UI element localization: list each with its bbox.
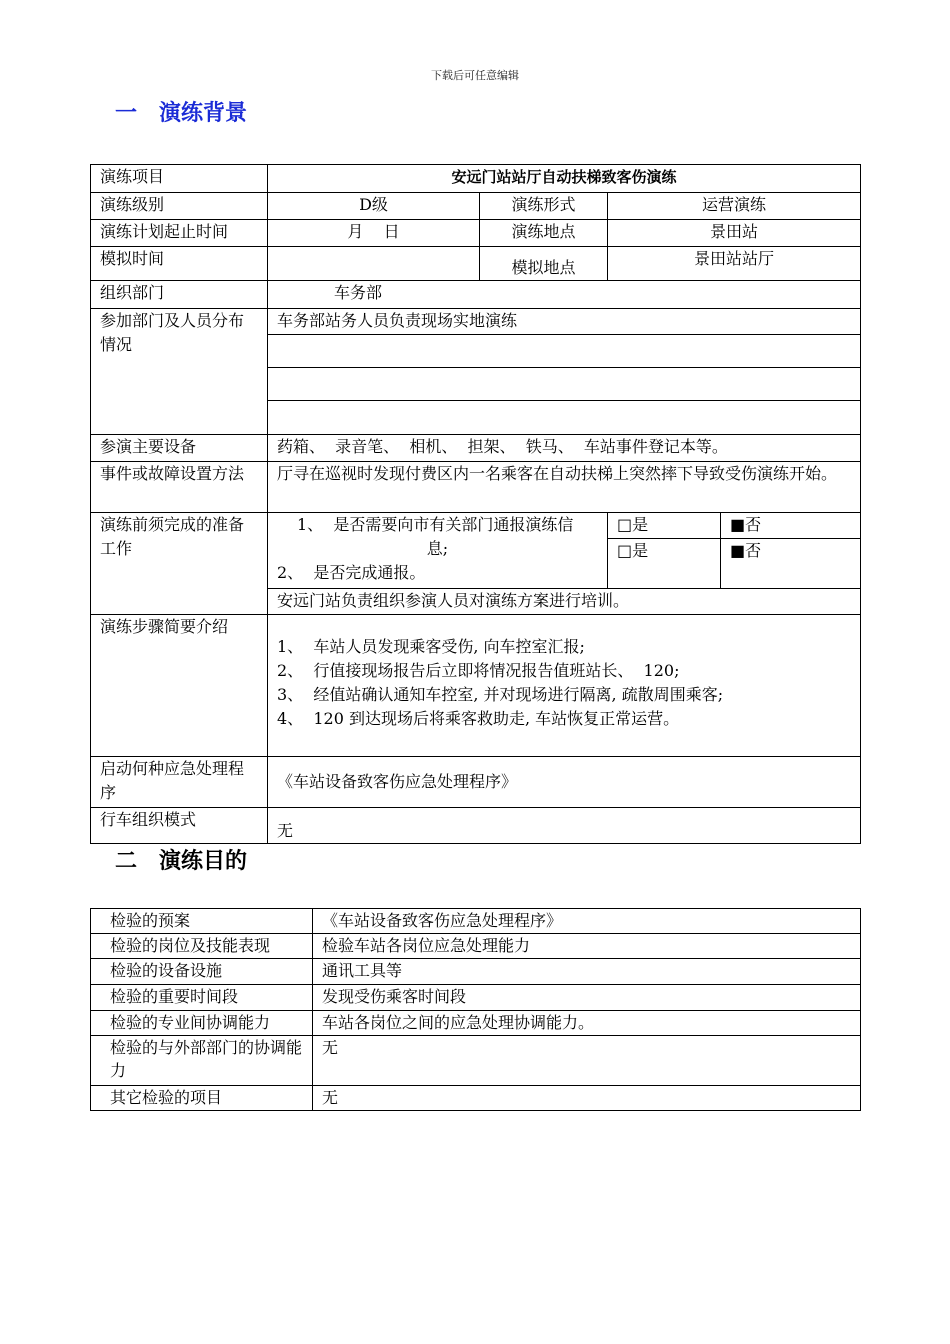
participants-label: 参加部门及人员分布情况 xyxy=(91,309,268,435)
section-title-text: 演练目的 xyxy=(159,849,248,874)
prep-item-1-line-2: 息; xyxy=(426,539,449,558)
prep-item-2: 2、 是否完成通报。 xyxy=(277,563,426,582)
step-item: 3、 经值站确认通知车控室, 并对现场进行隔离, 疏散周围乘客; xyxy=(277,685,724,704)
prep-yes-checkbox-2: □是 xyxy=(608,539,721,589)
level-label: 演练级别 xyxy=(91,193,268,220)
purpose-label: 检验的岗位及技能表现 xyxy=(91,934,313,959)
header-note: 下载后可任意编辑 xyxy=(431,69,519,82)
prep-items xyxy=(268,513,608,589)
sim-location-value: 景田站站厅 xyxy=(608,247,861,281)
step-item: 1、 车站人员发现乘客受伤, 向车控室汇报; xyxy=(277,637,585,656)
event-value: 厅寻在巡视时发现付费区内一名乘客在自动扶梯上突然摔下导致受伤演练开始。 xyxy=(268,462,861,513)
train-mode-value: 无 xyxy=(268,808,861,844)
prep-no-checkbox-2: ■否 xyxy=(721,539,861,589)
purpose-label: 检验的设备设施 xyxy=(91,959,313,985)
org-value: 车务部 xyxy=(268,281,861,309)
level-value: D级 xyxy=(268,193,480,220)
emergency-value: 《车站设备致客伤应急处理程序》 xyxy=(268,757,861,808)
project-label: 演练项目 xyxy=(91,165,268,193)
purpose-value: 发现受伤乘客时间段 xyxy=(313,985,861,1011)
location-label: 演练地点 xyxy=(480,220,608,247)
purpose-value: 无 xyxy=(313,1036,861,1086)
sim-time-label: 模拟时间 xyxy=(91,247,268,281)
purpose-label: 其它检验的项目 xyxy=(91,1086,313,1111)
plan-time-value: 月 日 xyxy=(268,220,480,247)
emergency-label: 启动何种应急处理程序 xyxy=(91,757,268,808)
project-value: 安远门站站厅自动扶梯致客伤演练 xyxy=(268,165,861,193)
section-title-purpose xyxy=(115,844,247,875)
prep-training: 安远门站负责组织参演人员对演练方案进行培训。 xyxy=(268,589,861,615)
section-number: 二 xyxy=(115,849,138,874)
org-label: 组织部门 xyxy=(91,281,268,309)
steps-list xyxy=(268,615,861,757)
section-title-background xyxy=(115,96,247,127)
train-mode-label: 行车组织模式 xyxy=(91,808,268,844)
step-item: 2、 行值接现场报告后立即将情况报告值班站长、 120; xyxy=(277,661,680,680)
step-item: 4、 120 到达现场后将乘客救助走, 车站恢复正常运营。 xyxy=(277,709,680,728)
purpose-value: 无 xyxy=(313,1086,861,1111)
section-number: 一 xyxy=(115,101,138,126)
drill-background-table xyxy=(90,164,861,844)
participants-value: 车务部站务人员负责现场实地演练 xyxy=(268,309,861,335)
form-label: 演练形式 xyxy=(480,193,608,220)
location-value: 景田站 xyxy=(608,220,861,247)
purpose-value: 《车站设备致客伤应急处理程序》 xyxy=(313,909,861,934)
plan-time-label: 演练计划起止时间 xyxy=(91,220,268,247)
equipment-value: 药箱、 录音笔、 相机、 担架、 铁马、 车站事件登记本等。 xyxy=(268,435,861,462)
purpose-label: 检验的重要时间段 xyxy=(91,985,313,1011)
steps-label: 演练步骤简要介绍 xyxy=(91,615,268,757)
equipment-label: 参演主要设备 xyxy=(91,435,268,462)
event-label: 事件或故障设置方法 xyxy=(91,462,268,513)
purpose-label: 检验的与外部部门的协调能力 xyxy=(91,1036,313,1086)
participants-blank-row xyxy=(268,368,861,401)
prep-item-1-line-1: 1、 是否需要向市有关部门通报演练信 xyxy=(297,515,574,534)
purpose-value: 检验车站各岗位应急处理能力 xyxy=(313,934,861,959)
sim-time-value xyxy=(268,247,480,281)
prep-no-checkbox-1: ■否 xyxy=(721,513,861,539)
prep-yes-checkbox-1: □是 xyxy=(608,513,721,539)
drill-purpose-table xyxy=(90,908,861,1111)
purpose-label: 检验的预案 xyxy=(91,909,313,934)
purpose-label: 检验的专业间协调能力 xyxy=(91,1011,313,1036)
prep-label: 演练前须完成的准备工作 xyxy=(91,513,268,615)
purpose-value: 通讯工具等 xyxy=(313,959,861,985)
sim-location-label: 模拟地点 xyxy=(480,247,608,281)
participants-blank-row xyxy=(268,335,861,368)
participants-blank-row xyxy=(268,401,861,435)
form-value: 运营演练 xyxy=(608,193,861,220)
purpose-value: 车站各岗位之间的应急处理协调能力。 xyxy=(313,1011,861,1036)
section-title-text: 演练背景 xyxy=(159,101,248,126)
